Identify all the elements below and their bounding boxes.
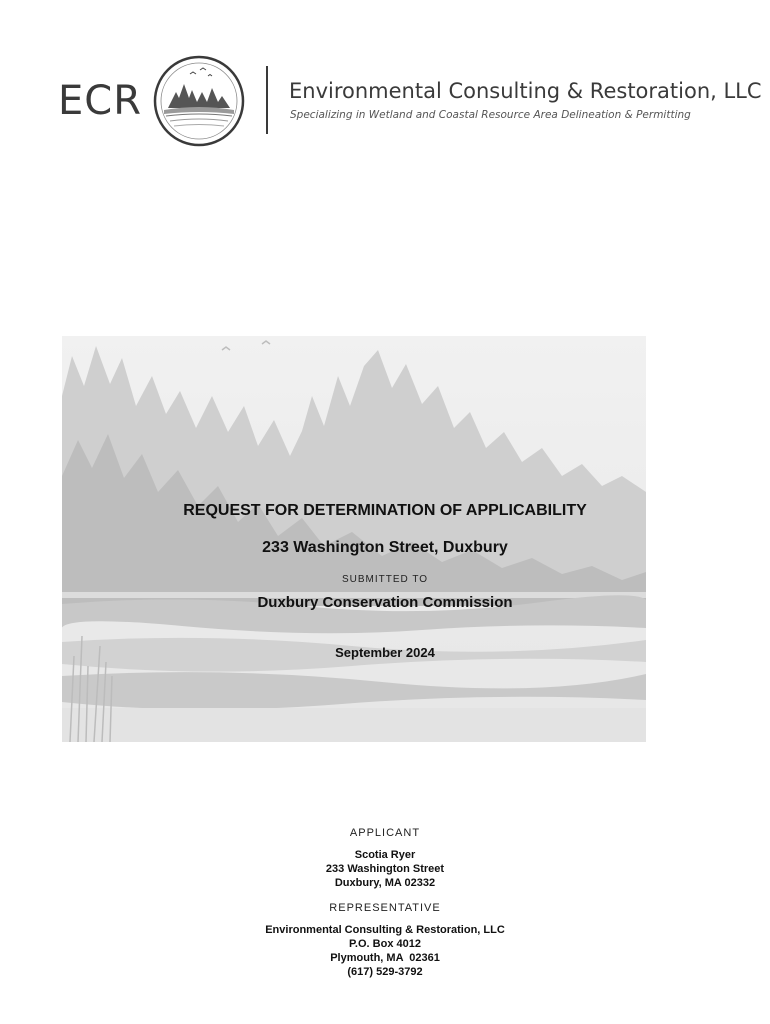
representative-label: REPRESENTATIVE [329, 902, 441, 914]
applicant-city: Duxbury, MA 02332 [334, 877, 436, 889]
company-name: Environmental Consulting & Restoration, LLC [289, 79, 762, 103]
representative-name: Environmental Consulting & Restoration, LLC [265, 924, 505, 936]
letterhead [0, 0, 770, 160]
submitted-to-label: SUBMITTED TO [341, 574, 429, 585]
representative-info [0, 923, 770, 979]
document-date: September 2024 [335, 645, 435, 660]
representative-city: Plymouth, MA 02361 [330, 952, 440, 964]
applicant-label: APPLICANT [349, 827, 421, 839]
document-title: REQUEST FOR DETERMINATION OF APPLICABILITY [183, 502, 587, 519]
applicant-name: Scotia Ryer [354, 849, 416, 861]
company-tagline: Specializing in Wetland and Coastal Resource Area Delineation & Permitting [290, 109, 691, 121]
applicant-info [0, 848, 770, 890]
logo-text: ECR [58, 78, 142, 124]
commission-name: Duxbury Conservation Commission [257, 594, 513, 611]
property-address: 233 Washington Street, Duxbury [262, 539, 508, 556]
logo-seal [152, 54, 246, 148]
representative-po-box: P.O. Box 4012 [349, 938, 421, 950]
divider [266, 66, 268, 134]
representative-phone: (617) 529-3792 [347, 966, 423, 978]
applicant-street: 233 Washington Street [325, 863, 445, 875]
